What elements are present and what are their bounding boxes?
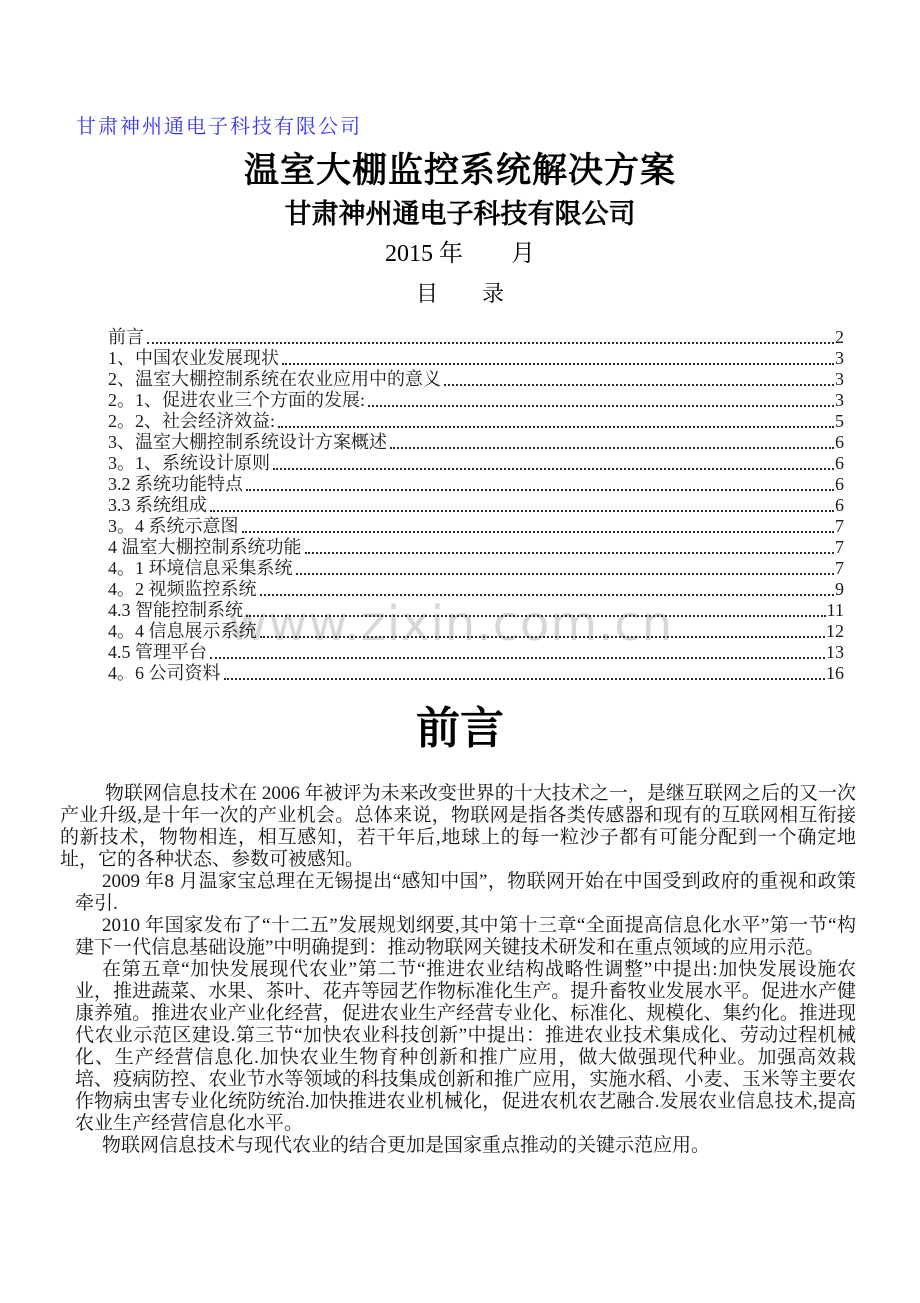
watermark: www.zixin.com.cn (228, 596, 674, 652)
toc-entry-label: 4。2 视频监控系统 (108, 579, 257, 599)
document-date: 2015 年 月 (385, 241, 535, 267)
toc-entry (108, 390, 844, 411)
toc-entry-label: 前言 (108, 327, 144, 347)
toc-page-number: 6 (835, 474, 844, 494)
toc-dot-leader (296, 573, 835, 575)
foreword-heading: 前言 (416, 704, 504, 753)
toc-page-number: 7 (835, 537, 844, 557)
toc-entry (108, 411, 844, 432)
toc-dot-leader (260, 594, 835, 596)
toc-dot-leader (246, 489, 834, 491)
toc-entry-label: 3.2 系统功能特点 (108, 474, 243, 494)
toc-page-number: 3 (835, 348, 844, 368)
toc-entry (108, 516, 844, 537)
toc-dot-leader (246, 615, 826, 617)
toc-dot-leader (210, 657, 825, 659)
toc-entry (108, 579, 844, 600)
foreword-paragraph: 2009 年8 月温家宝总理在无锡提出“感知中国”，物联网开始在中国受到政府的重视和政策牵引. (75, 871, 856, 914)
toc-dot-leader (444, 384, 834, 386)
toc-entry-label: 4 温室大棚控制系统功能 (108, 537, 302, 557)
toc-entry (108, 537, 844, 558)
toc-entry (108, 432, 844, 453)
toc-page-number: 6 (835, 495, 844, 515)
toc-entry-label: 4。6 公司资料 (108, 663, 221, 683)
document-subtitle: 甘肃神州通电子科技有限公司 (284, 199, 636, 229)
toc-page-number: 3 (835, 390, 844, 410)
toc-page-number: 11 (826, 600, 844, 620)
toc-page-number: 12 (826, 621, 844, 641)
toc-entry-label: 3、温室大棚控制系统设计方案概述 (108, 432, 387, 452)
toc-entry (108, 327, 844, 348)
toc-page-number: 2 (835, 327, 844, 347)
toc-entry-label: 4.3 智能控制系统 (108, 600, 243, 620)
toc-page-number: 9 (835, 579, 844, 599)
toc-dot-leader (147, 342, 834, 344)
toc-entry (108, 474, 844, 495)
toc-page-number: 7 (835, 558, 844, 578)
toc-entry (108, 495, 844, 516)
toc-entry (108, 663, 844, 684)
toc-entry (108, 369, 844, 390)
toc-entry-label: 2、温室大棚控制系统在农业应用中的意义 (108, 369, 441, 389)
foreword-body (60, 783, 856, 1157)
foreword-paragraph: 物联网信息技术在 2006 年被评为未来改变世界的十大技术之一，是继互联网之后的又一次产业升级,是十年一次的产业机会。总体来说，物联网是指各类传感器和现有的互联网相互衔接的新技术，物物相连，相互感知，若干年后,地球上的每一粒沙子都有可能分配到一个确定地址，它的各种状态、参数可被感知。 (60, 783, 856, 870)
toc-dot-leader (305, 552, 835, 554)
toc-page-number: 6 (835, 432, 844, 452)
toc-page-number: 6 (835, 453, 844, 473)
toc-entry (108, 621, 844, 642)
toc-entry-label: 2。2、社会经济效益: (108, 411, 276, 431)
toc-entry (108, 642, 844, 663)
table-of-contents (108, 327, 844, 684)
toc-entry-label: 4。1 环境信息采集系统 (108, 558, 293, 578)
toc-entry-label: 3。4 系统示意图 (108, 516, 239, 536)
toc-page-number: 5 (835, 411, 844, 431)
toc-dot-leader (210, 510, 834, 512)
toc-entry (108, 558, 844, 579)
toc-entry-label: 2。1、促进农业三个方面的发展: (108, 390, 365, 410)
toc-dot-leader (282, 363, 834, 365)
foreword-paragraph: 2010 年国家发布了“十二五”发展规划纲要,其中第十三章“全面提高信息化水平”第一节“构建下一代信息基础设施”中明确提到：推动物联网关键技术研发和在重点领域的应用示范。 (75, 915, 856, 958)
foreword-paragraph: 在第五章“加快发展现代农业”第二节“推进农业结构战略性调整”中提出:加快发展设施农业，推进蔬菜、水果、茶叶、花卉等园艺作物标准化生产。提升畜牧业发展水平。促进水产健康养殖。推进农业产业化经营，促进农业生产经营专业化、标准化、规模化、集约化。推进现代农业示范区建设.第三节“加快农业科技创新”中提出：推进农业技术集成化、劳动过程机械化、生产经营信息化.加快农业生物育种创新和推广应用，做大做强现代种业。加强高效栽培、疫病防控、农业节水等领域的科技集成创新和推广应用，实施水稻、小麦、玉米等主要农作物病虫害专业化统防统治.加快推进农业机械化，促进农机农艺融合.发展农业信息技术,提高农业生产经营信息化水平。 (75, 959, 856, 1134)
toc-entry-label: 3.3 系统组成 (108, 495, 207, 515)
toc-page-number: 13 (826, 642, 844, 662)
toc-dot-leader (242, 531, 835, 533)
company-header: 甘肃神州通电子科技有限公司 (76, 116, 362, 138)
toc-dot-leader (390, 447, 834, 449)
toc-entry-label: 1、中国农业发展现状 (108, 348, 279, 368)
toc-dot-leader (224, 678, 826, 680)
document-title: 温室大棚监控系统解决方案 (243, 151, 676, 190)
toc-entry-label: 4.5 管理平台 (108, 642, 207, 662)
toc-entry (108, 453, 844, 474)
toc-page-number: 16 (826, 663, 844, 683)
toc-entry-label: 3。1、系统设计原则 (108, 453, 270, 473)
toc-page-number: 3 (835, 369, 844, 389)
toc-dot-leader (260, 636, 826, 638)
toc-dot-leader (368, 405, 834, 407)
toc-dot-leader (278, 426, 834, 428)
toc-entry-label: 4。4 信息展示系统 (108, 621, 257, 641)
toc-entry (108, 600, 844, 621)
toc-page-number: 7 (835, 516, 844, 536)
foreword-paragraph: 物联网信息技术与现代农业的结合更加是国家重点推动的关键示范应用。 (102, 1135, 711, 1156)
toc-entry (108, 348, 844, 369)
toc-title: 目 录 (415, 281, 504, 306)
toc-dot-leader (273, 468, 834, 470)
